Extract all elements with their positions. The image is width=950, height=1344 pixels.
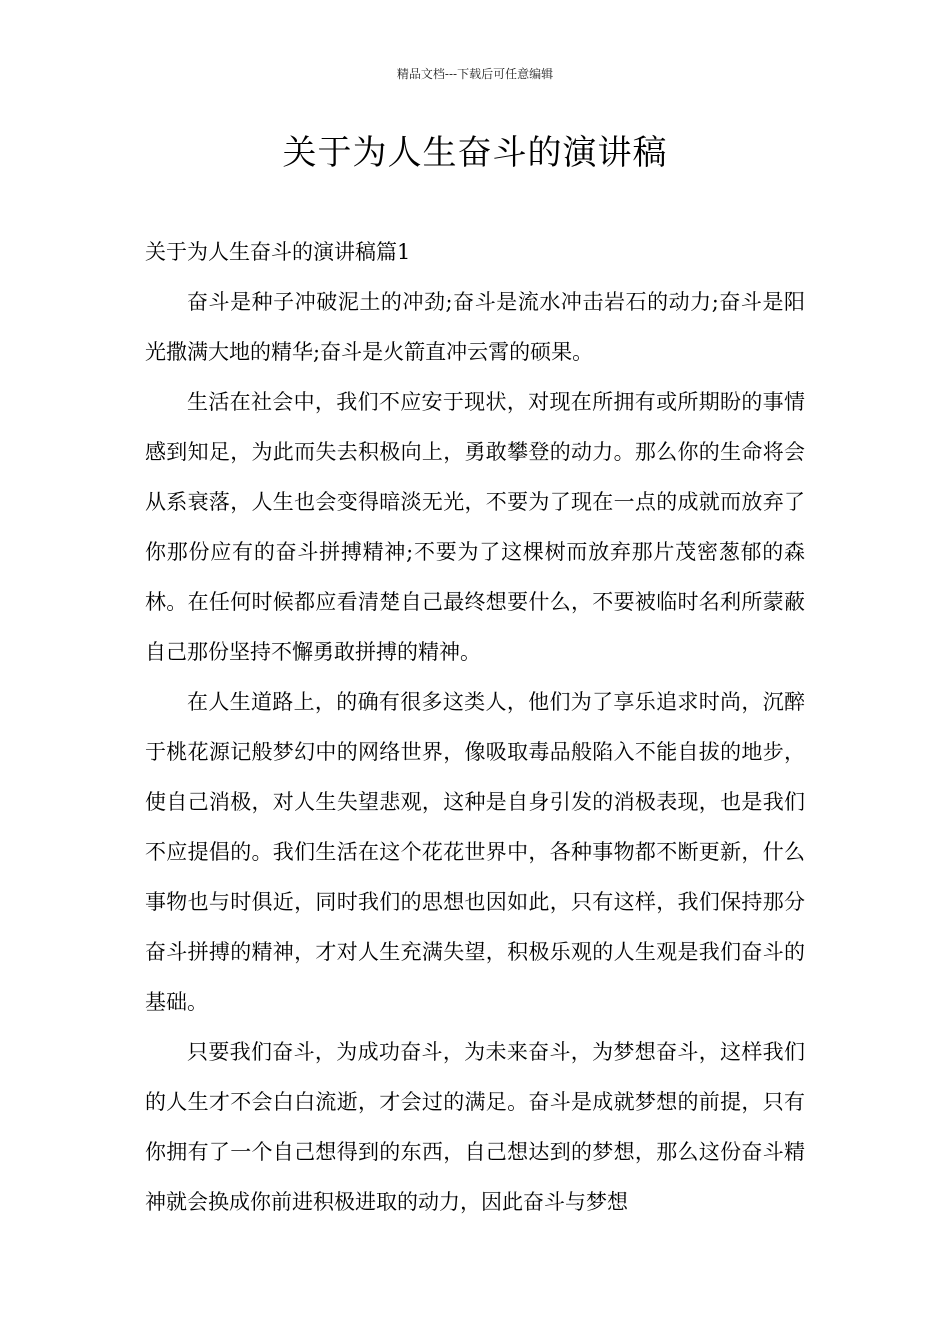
document-title: 关于为人生奋斗的演讲稿 xyxy=(282,133,668,173)
paragraph-2: 生活在社会中，我们不应安于现状，对现在所拥有或所期盼的事情感到知足，为此而失去积极向上，勇敢攀登的动力。那么你的生命将会从系衰落，人生也会变得暗淡无光，不要为了现在一点的成就而放弃了你那份应有的奋斗拼搏精神;不要为了这棵树而放弃那片茂密葱郁的森林。在任何时候都应看清楚自己最终想要什么，不要被临时名利所蒙蔽自己那份坚持不懈勇敢拼搏的精神。 xyxy=(145,390,805,664)
paragraph-4: 只要我们奋斗，为成功奋斗，为未来奋斗，为梦想奋斗，这样我们的人生才不会白白流逝，才会过的满足。奋斗是成就梦想的前提，只有你拥有了一个自己想得到的东西，自己想达到的梦想，那么这份奋斗精神就会换成你前进积极进取的动力，因此奋斗与梦想 xyxy=(145,1040,805,1214)
paragraph-3: 在人生道路上，的确有很多这类人，他们为了享乐追求时尚，沉醉于桃花源记般梦幻中的网络世界，像吸取毒品般陷入不能自拔的地步，使自己消极，对人生失望悲观，这种是自身引发的消极表现，也是我们不应提倡的。我们生活在这个花花世界中，各种事物都不断更新，什么事物也与时俱近，同时我们的思想也因如此，只有这样，我们保持那分奋斗拼搏的精神，才对人生充满失望，积极乐观的人生观是我们奋斗的基础。 xyxy=(145,690,805,1014)
header-note: 精品文档---下载后可任意编辑 xyxy=(396,67,554,81)
document-body xyxy=(145,227,805,1227)
paragraph-1: 奋斗是种子冲破泥土的冲劲;奋斗是流水冲击岩石的动力;奋斗是阳光撒满大地的精华;奋斗是火箭直冲云霄的硕果。 xyxy=(145,290,805,364)
section-heading: 关于为人生奋斗的演讲稿篇1 xyxy=(145,240,411,264)
